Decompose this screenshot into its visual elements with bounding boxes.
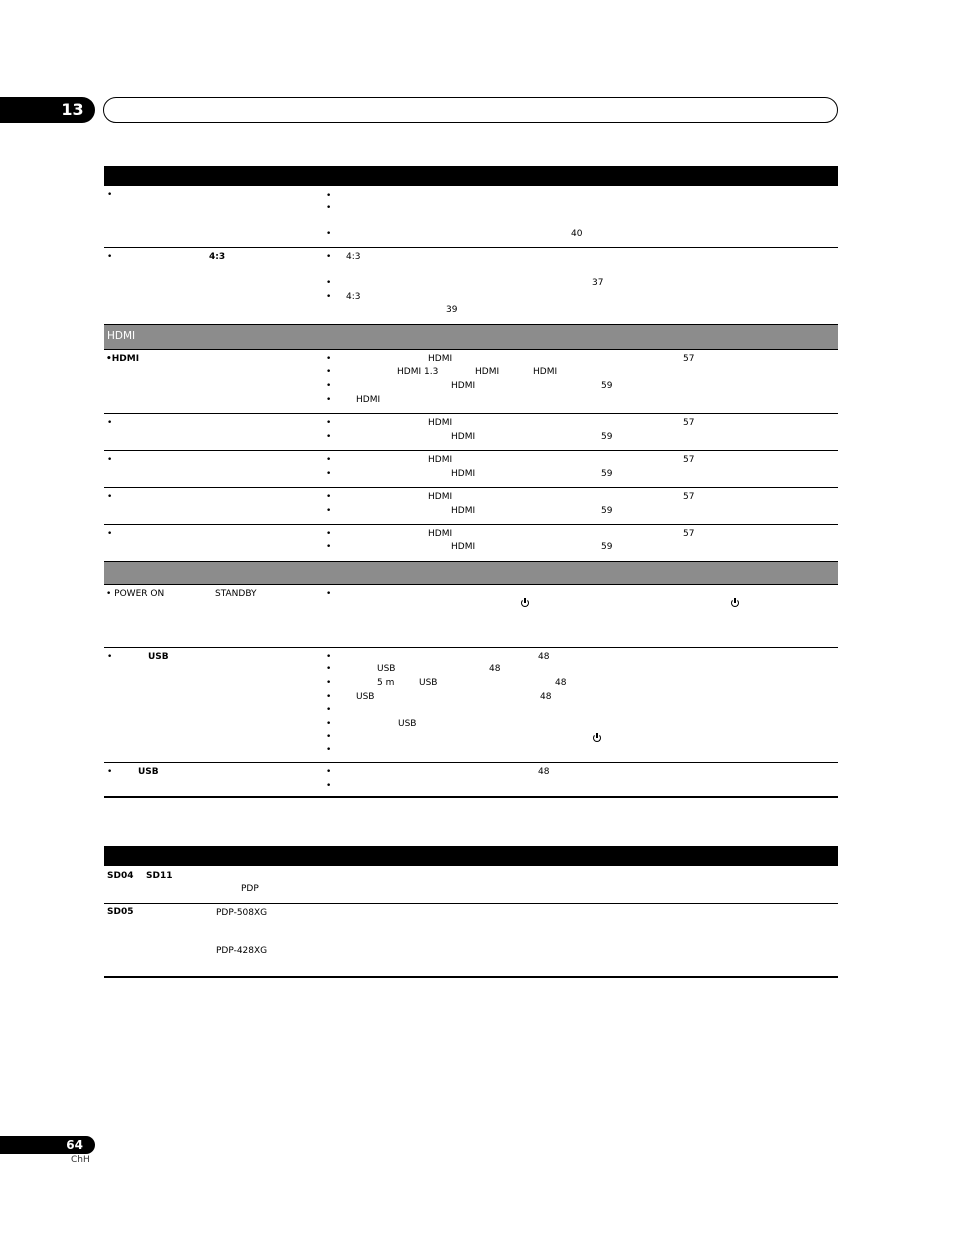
- row-bullet: •: [107, 252, 113, 262]
- remedy-bullet: •: [326, 705, 332, 715]
- remedy-bullet: •: [326, 292, 332, 302]
- row-divider: [104, 524, 838, 525]
- remedy-keyword: HDMI: [428, 418, 453, 428]
- row-bullet: •: [107, 455, 113, 465]
- remedy-bullet: •: [326, 367, 332, 377]
- page-ref: 57: [683, 418, 695, 428]
- symptom-keyword: •HDMI: [106, 354, 140, 364]
- page-ref: 48: [555, 678, 567, 688]
- table2-bottom-rule: [104, 976, 838, 978]
- row-divider: [104, 413, 838, 414]
- remedy-bullet: •: [326, 529, 332, 539]
- remedy-bullet: •: [326, 278, 332, 288]
- symptom-keyword: STANDBY: [215, 589, 257, 599]
- remedy-keyword: HDMI: [428, 529, 453, 539]
- remedy-bullet: •: [326, 664, 332, 674]
- table-header-bar: [104, 166, 838, 186]
- table2-header-bar: [104, 846, 838, 866]
- remedy-keyword: HDMI: [356, 395, 381, 405]
- remedy-bullet: •: [326, 432, 332, 442]
- row-divider: [104, 647, 838, 648]
- page-ref: 57: [683, 354, 695, 364]
- page-ref: 57: [683, 492, 695, 502]
- remedy-keyword: PDP: [241, 884, 259, 894]
- remedy-bullet: •: [326, 418, 332, 428]
- page-ref: 48: [538, 767, 550, 777]
- remedy-bullet: •: [326, 229, 332, 239]
- remedy-keyword: HDMI: [475, 367, 500, 377]
- page-ref: 37: [592, 278, 604, 288]
- remedy-bullet: •: [326, 469, 332, 479]
- error-code: SD11: [146, 871, 173, 881]
- remedy-keyword: HDMI: [533, 367, 558, 377]
- remedy-bullet: •: [326, 767, 332, 777]
- page-ref: 39: [446, 305, 458, 315]
- remedy-bullet: •: [326, 381, 332, 391]
- remedy-bullet: •: [326, 354, 332, 364]
- language-code: ChH: [71, 1155, 90, 1165]
- model-name: PDP-428XG: [216, 946, 268, 956]
- remedy-bullet: •: [326, 719, 332, 729]
- table-bottom-rule: [104, 796, 838, 798]
- remedy-bullet: •: [326, 652, 332, 662]
- remedy-keyword: HDMI: [451, 381, 476, 391]
- remedy-keyword: USB: [419, 678, 438, 688]
- remedy-bullet: •: [326, 678, 332, 688]
- page-ref: 59: [601, 506, 613, 516]
- remedy-keyword: 4:3: [346, 252, 361, 262]
- row-bullet: •: [107, 529, 113, 539]
- row-divider: [104, 450, 838, 451]
- error-code: SD04: [107, 871, 134, 881]
- page-ref: 59: [601, 432, 613, 442]
- remedy-keyword: HDMI: [428, 455, 453, 465]
- remedy-keyword: HDMI 1.3: [397, 367, 439, 377]
- row-divider: [104, 762, 838, 763]
- remedy-keyword: USB: [377, 664, 396, 674]
- row-bullet: •: [107, 418, 113, 428]
- remedy-keyword: HDMI: [451, 469, 476, 479]
- page-ref: 59: [601, 542, 613, 552]
- remedy-keyword: HDMI: [451, 506, 476, 516]
- page-ref: 59: [601, 381, 613, 391]
- row-divider: [104, 247, 838, 248]
- remedy-bullet: •: [326, 203, 332, 213]
- symptom-keyword: USB: [138, 767, 159, 777]
- remedy-bullet: •: [326, 455, 332, 465]
- remedy-keyword: 4:3: [346, 292, 361, 302]
- row-bullet: •: [107, 190, 113, 200]
- power-icon: [731, 599, 739, 607]
- row-bullet: •: [107, 767, 113, 777]
- remedy-bullet: •: [326, 492, 332, 502]
- symptom-keyword: USB: [148, 652, 169, 662]
- error-code: SD05: [107, 907, 134, 917]
- page-ref: 59: [601, 469, 613, 479]
- remedy-keyword: HDMI: [451, 432, 476, 442]
- row-bullet: •: [107, 492, 113, 502]
- remedy-bullet: •: [326, 781, 332, 791]
- chapter-number-tab: 13: [0, 97, 95, 123]
- remedy-bullet: •: [326, 191, 332, 201]
- remedy-bullet: •: [326, 589, 332, 599]
- remedy-bullet: •: [326, 692, 332, 702]
- model-name: PDP-508XG: [216, 908, 268, 918]
- page-ref: 57: [683, 455, 695, 465]
- remedy-bullet: •: [326, 395, 332, 405]
- chapter-title-box: [103, 97, 838, 123]
- page-ref: 57: [683, 529, 695, 539]
- remedy-keyword: USB: [398, 719, 417, 729]
- symptom-keyword: 4:3: [209, 252, 226, 262]
- remedy-keyword: USB: [356, 692, 375, 702]
- remedy-bullet: •: [326, 732, 332, 742]
- page-ref: 48: [538, 652, 550, 662]
- page-ref: 48: [540, 692, 552, 702]
- remedy-keyword: HDMI: [428, 492, 453, 502]
- section-bar-hdmi: HDMI: [104, 324, 838, 350]
- row-bullet: •: [107, 652, 113, 662]
- remedy-bullet: •: [326, 542, 332, 552]
- page-ref: 40: [571, 229, 583, 239]
- remedy-keyword: HDMI: [428, 354, 453, 364]
- remedy-bullet: •: [326, 506, 332, 516]
- symptom-keyword: • POWER ON: [106, 589, 165, 599]
- row-divider: [104, 487, 838, 488]
- row-divider: [104, 903, 838, 904]
- remedy-bullet: •: [326, 252, 332, 262]
- section-bar-other: [104, 561, 838, 585]
- page-number-tab: 64: [0, 1136, 95, 1154]
- power-icon: [593, 734, 601, 742]
- page-ref: 48: [489, 664, 501, 674]
- remedy-bullet: •: [326, 745, 332, 755]
- remedy-keyword: 5 m: [377, 678, 395, 688]
- remedy-keyword: HDMI: [451, 542, 476, 552]
- power-icon: [521, 599, 529, 607]
